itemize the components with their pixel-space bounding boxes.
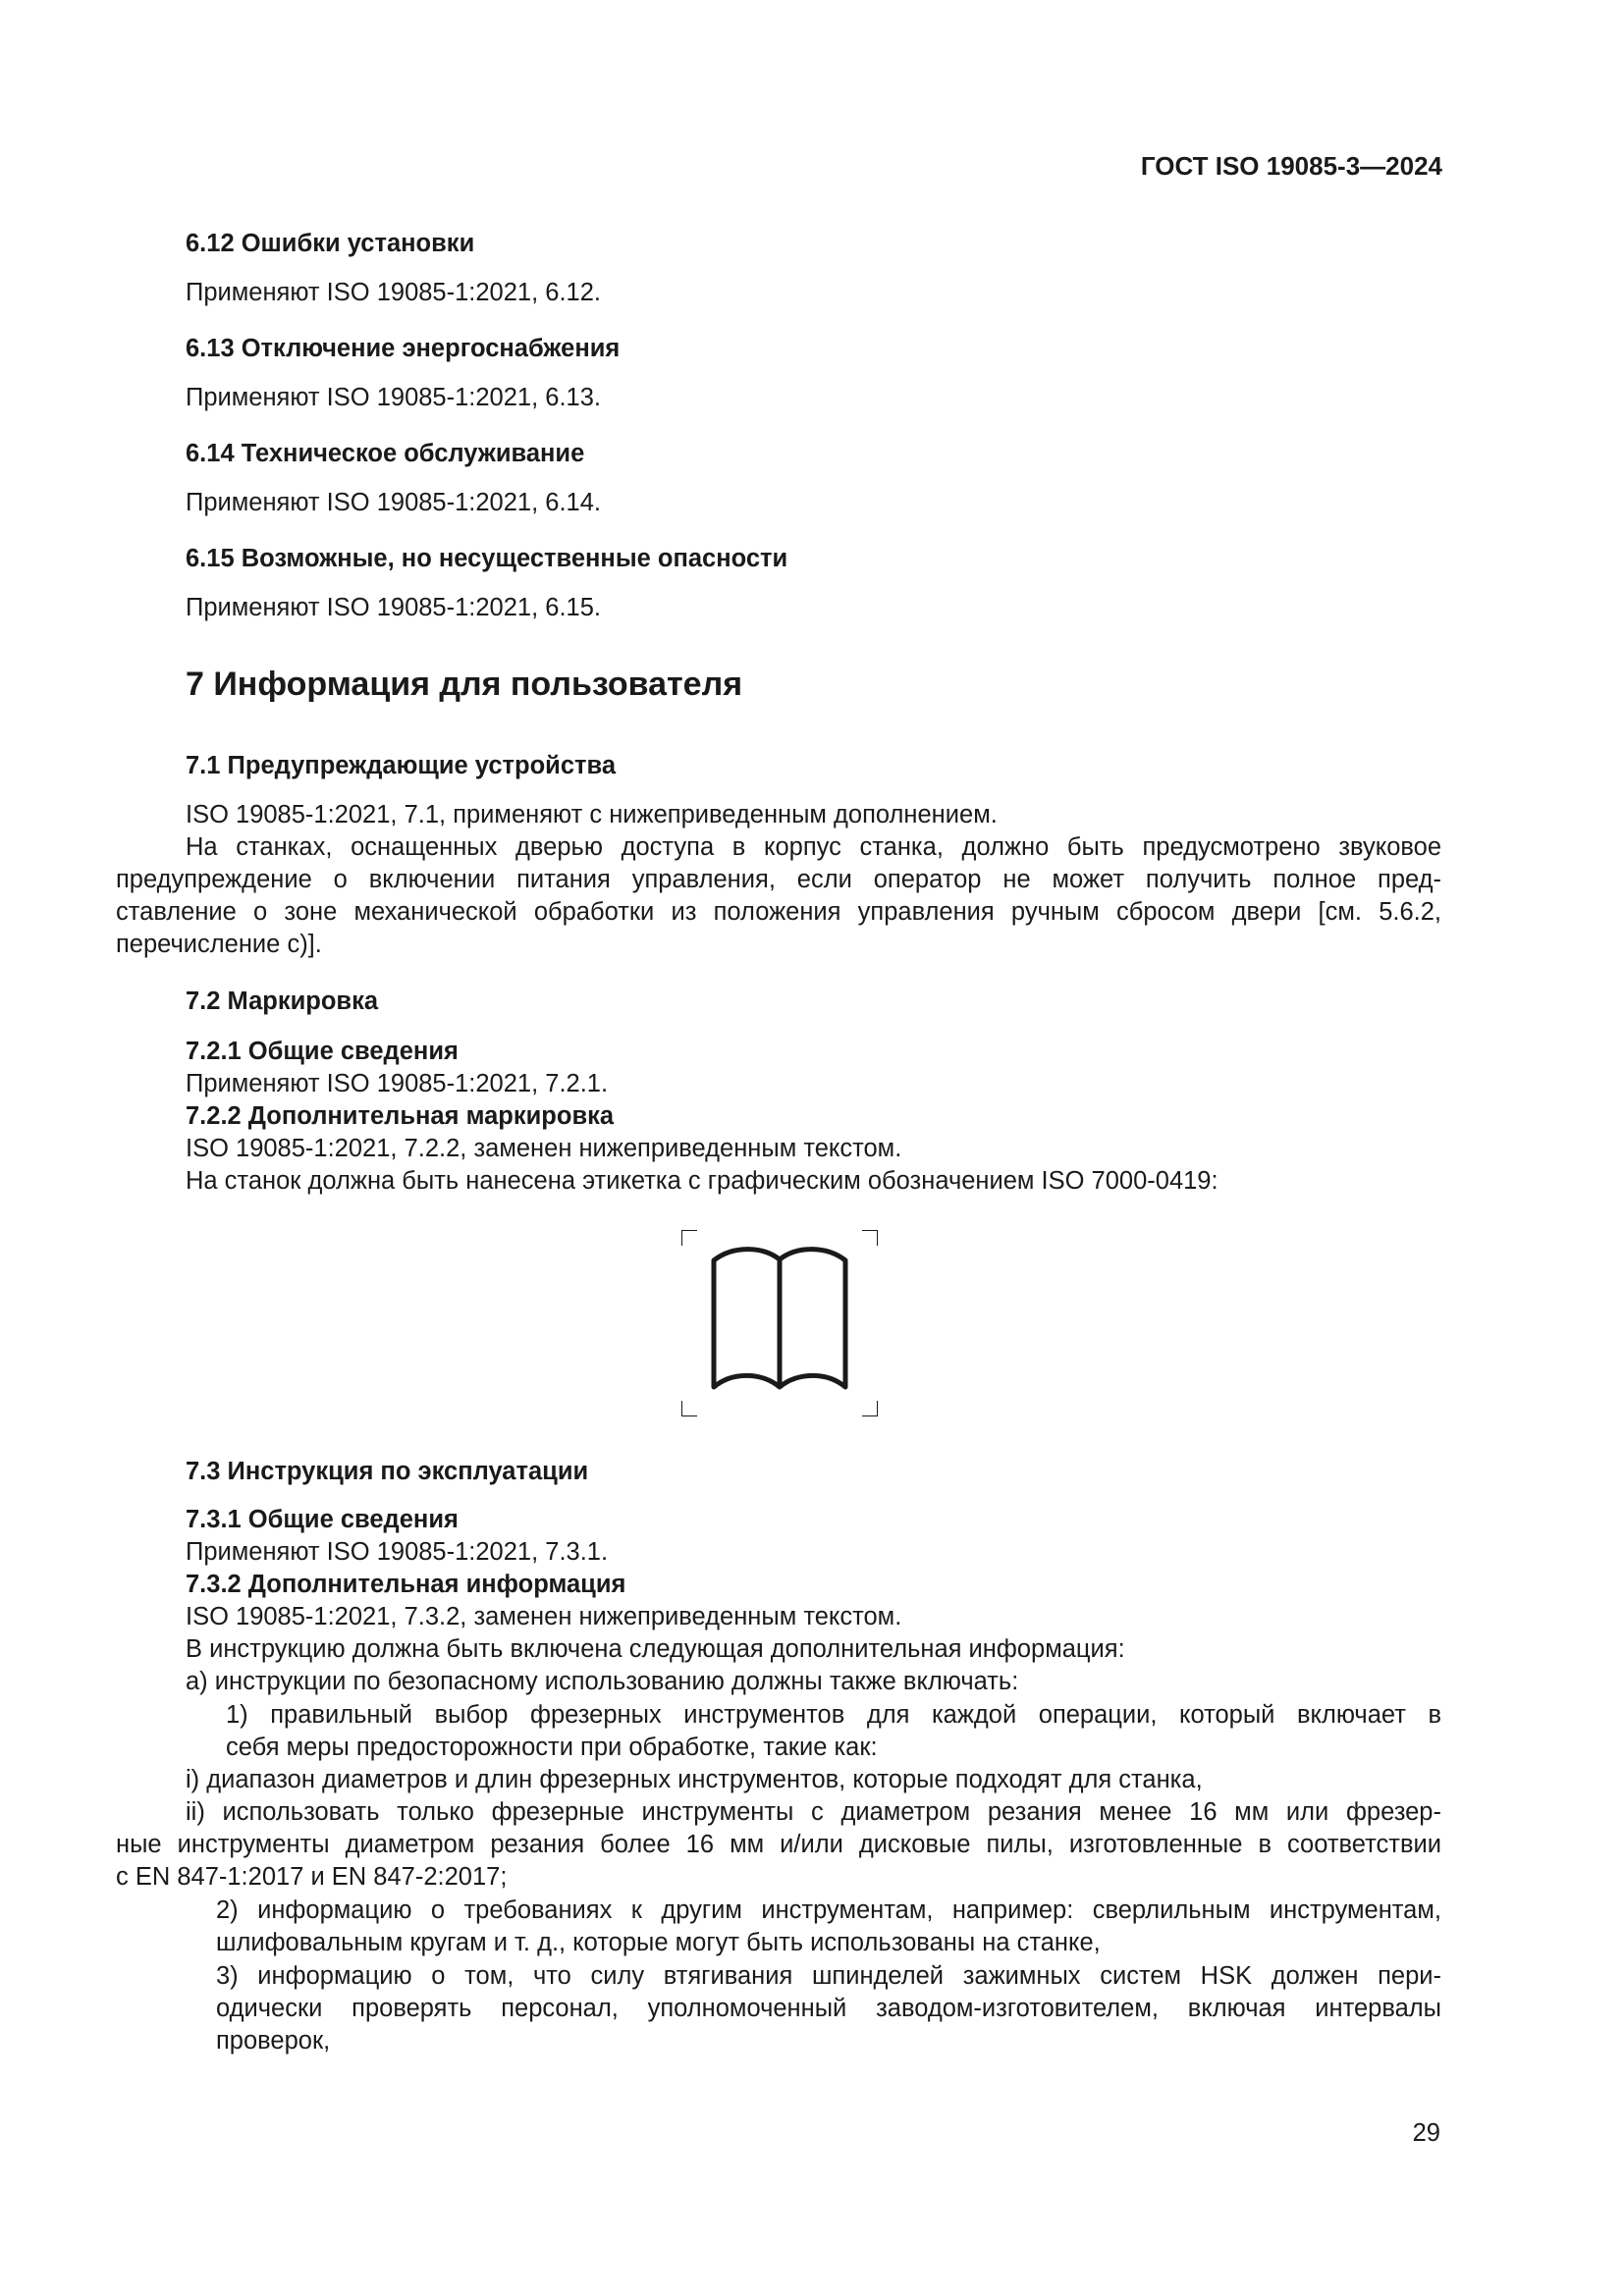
list-item-i: i) диапазон диаметров и длин фрезерных инструментов, которые подходят для станка,: [186, 1766, 1203, 1793]
heading-7-3: 7.3 Инструкция по эксплуатации: [186, 1458, 589, 1485]
document-code: ГОСТ ISO 19085-3—2024: [1140, 151, 1442, 181]
list-item-ii-line-3: с EN 847-1:2017 и EN 847-2:2017;: [116, 1863, 508, 1891]
heading-7-2-2: 7.2.2 Дополнительная маркировка: [186, 1102, 615, 1130]
heading-7-3-1: 7.3.1 Общие сведения: [186, 1506, 459, 1533]
text-7-1-line-1: На станках, оснащенных дверью доступа в корпус станка, должно быть предусмотрено звуковое: [186, 833, 1441, 861]
heading-6-12: 6.12 Ошибки установки: [186, 230, 475, 257]
list-item-2-line-1: 2) информацию о требованиях к другим инструментам, например: сверлильным инструментам,: [216, 1896, 1441, 1924]
text-7-1-line-3: ставление о зоне механической обработки из положения управления ручным сбросом двери [см. 5.6.2,: [116, 898, 1441, 926]
list-item-3-line-1: 3) информацию о том, что силу втягивания шпинделей зажимных систем HSK должен пери-: [216, 1962, 1441, 1990]
list-item-3-line-2: одически проверять персонал, уполномоченный заводом-изготовителем, включая интервалы: [216, 1995, 1441, 2022]
text-7-2-2-a: ISO 19085-1:2021, 7.2.2, заменен нижеприведенным текстом.: [186, 1135, 902, 1162]
text-7-1-intro: ISO 19085-1:2021, 7.1, применяют с нижеприведенным дополнением.: [186, 801, 998, 828]
text-6-13: Применяют ISO 19085-1:2021, 6.13.: [186, 384, 601, 411]
text-6-15: Применяют ISO 19085-1:2021, 6.15.: [186, 594, 601, 621]
text-7-3-2-b: В инструкцию должна быть включена следующая дополнительная информация:: [186, 1635, 1125, 1663]
list-item-1-line-1: 1) правильный выбор фрезерных инструментов для каждой операции, который включает в: [226, 1701, 1441, 1729]
text-7-1-line-4: перечисление с)].: [116, 931, 322, 958]
heading-7-2: 7.2 Маркировка: [186, 988, 379, 1015]
operator-manual-symbol-icon: [681, 1230, 878, 1416]
list-item-1-line-2: себя меры предосторожности при обработке, такие как:: [226, 1734, 878, 1761]
heading-6-14: 6.14 Техническое обслуживание: [186, 440, 585, 467]
text-7-1-line-2: предупреждение о включении питания управления, если оператор не может получить полное пред-: [116, 866, 1441, 893]
heading-7-2-1: 7.2.1 Общие сведения: [186, 1038, 459, 1065]
text-6-14: Применяют ISO 19085-1:2021, 6.14.: [186, 489, 601, 516]
text-7-2-2-b: На станок должна быть нанесена этикетка с графическим обозначением ISO 7000-0419:: [186, 1167, 1218, 1195]
list-item-3-line-3: проверок,: [216, 2027, 331, 2055]
list-item-2-line-2: шлифовальным кругам и т. д., которые могут быть использованы на станке,: [216, 1929, 1101, 1956]
page-number: 29: [1412, 2119, 1440, 2147]
heading-6-15: 6.15 Возможные, но несущественные опасности: [186, 545, 788, 572]
heading-6-13: 6.13 Отключение энергоснабжения: [186, 335, 621, 362]
list-item-a: а) инструкции по безопасному использованию должны также включать:: [186, 1668, 1019, 1695]
text-6-12: Применяют ISO 19085-1:2021, 6.12.: [186, 279, 601, 306]
list-item-ii-line-1: ii) использовать только фрезерные инструменты с диаметром резания менее 16 мм или фрезер-: [186, 1798, 1441, 1826]
text-7-3-2-a: ISO 19085-1:2021, 7.3.2, заменен нижеприведенным текстом.: [186, 1603, 902, 1630]
heading-7-1: 7.1 Предупреждающие устройства: [186, 752, 617, 779]
text-7-3-1: Применяют ISO 19085-1:2021, 7.3.1.: [186, 1538, 609, 1566]
heading-7-3-2: 7.3.2 Дополнительная информация: [186, 1571, 626, 1598]
text-7-2-1: Применяют ISO 19085-1:2021, 7.2.1.: [186, 1070, 609, 1097]
heading-7: 7 Информация для пользователя: [186, 666, 743, 703]
list-item-ii-line-2: ные инструменты диаметром резания более 16 мм и/или дисковые пилы, изготовленные в соответствии: [116, 1831, 1441, 1858]
